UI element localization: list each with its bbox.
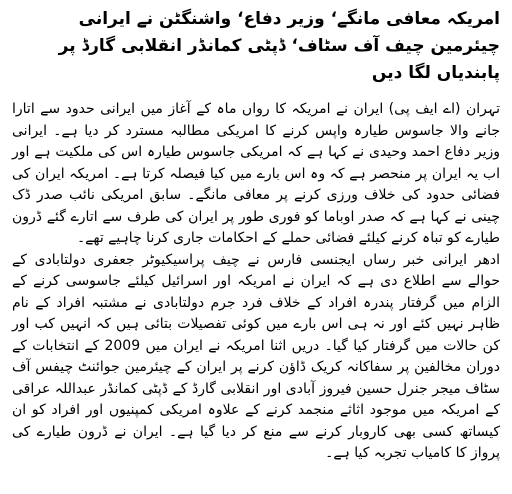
article-paragraph: ادھر ایرانی خبر رساں ایجنسی فارس نے چیف پراسیکیوٹر جعفری دولتابادی کے حوالے سے اطلاع دی ہے کہ ایران نے امریکہ اور اسرائیل کیلئے جاسوسی کرنے کے الزام میں گرفتار پندرہ افراد کے خلاف فرد جرم دولتابادی نے مشتبہ افراد کے نام ظاہر نہیں کئے اور نہ ہی اس بارے میں کوئی تفصیلات بتائی ہیں کہ انہیں کب اور کن حالات میں گرفتار کیا گیا۔ دریں اثنا امریکہ نے ایران میں 2009 کے انتخابات کے دوران مخالفین پر سفاکانہ کریک ڈاؤن کرنے پر ایران کے چیئرمین جوائنٹ چیفس آف سٹاف میجر جنرل حسین فیروز آبادی اور انقلابی گارڈ کے ڈپٹی کمانڈر عبداللہ عراقی کے امریکہ میں موجود اثاثے منجمد کرنے کے علاوہ امریکی کمپنیوں اور افراد کو ان کیساتھ کسی بھی کاروبار کرنے سے منع کر دیا گیا ہے۔ ایران نے ڈرون طیارے کی پرواز کا کامیاب تجربہ کیا ہے۔ xyxy=(12,251,501,461)
article-body xyxy=(12,99,500,465)
article-paragraph: تہران (اے ایف پی) ایران نے امریکہ کا رواں ماہ کے آغاز میں ایرانی حدود سے اتارا جانے والا جاسوس طیارہ واپس کرنے کا امریکی مطالبہ مسترد کر دیا ہے۔ ایرانی وزیر دفاع احمد وحیدی نے کہا ہے کہ امریکی جاسوس طیارہ اس کی ملکیت ہے اور اب یہ ایران پر منحصر ہے کہ وہ اس بارے میں کیا فیصلہ کرتا ہے۔ امریکہ ایران کی فضائی حدود کی خلاف ورزی کرنے پر معافی مانگے۔ سابق امریکی نائب صدر ڈک چینی نے کہا ہے کہ صدر اوباما کو فوری طور پر ایران کی طرف سے اتارے گئے ڈرون طیارے کو تباہ کرنے کیلئے فضائی حملے کے احکامات جاری کرنا چاہیے تھے۔ xyxy=(12,101,500,246)
article-headline: امریکہ معافی مانگے‘ وزیر دفاع‘ واشنگٹن نے ایرانی چیئرمین چیف آف سٹاف‘ ڈپٹی کمانڈر انقلابی گارڈ پر پابندیاں لگا دیں xyxy=(58,9,500,83)
